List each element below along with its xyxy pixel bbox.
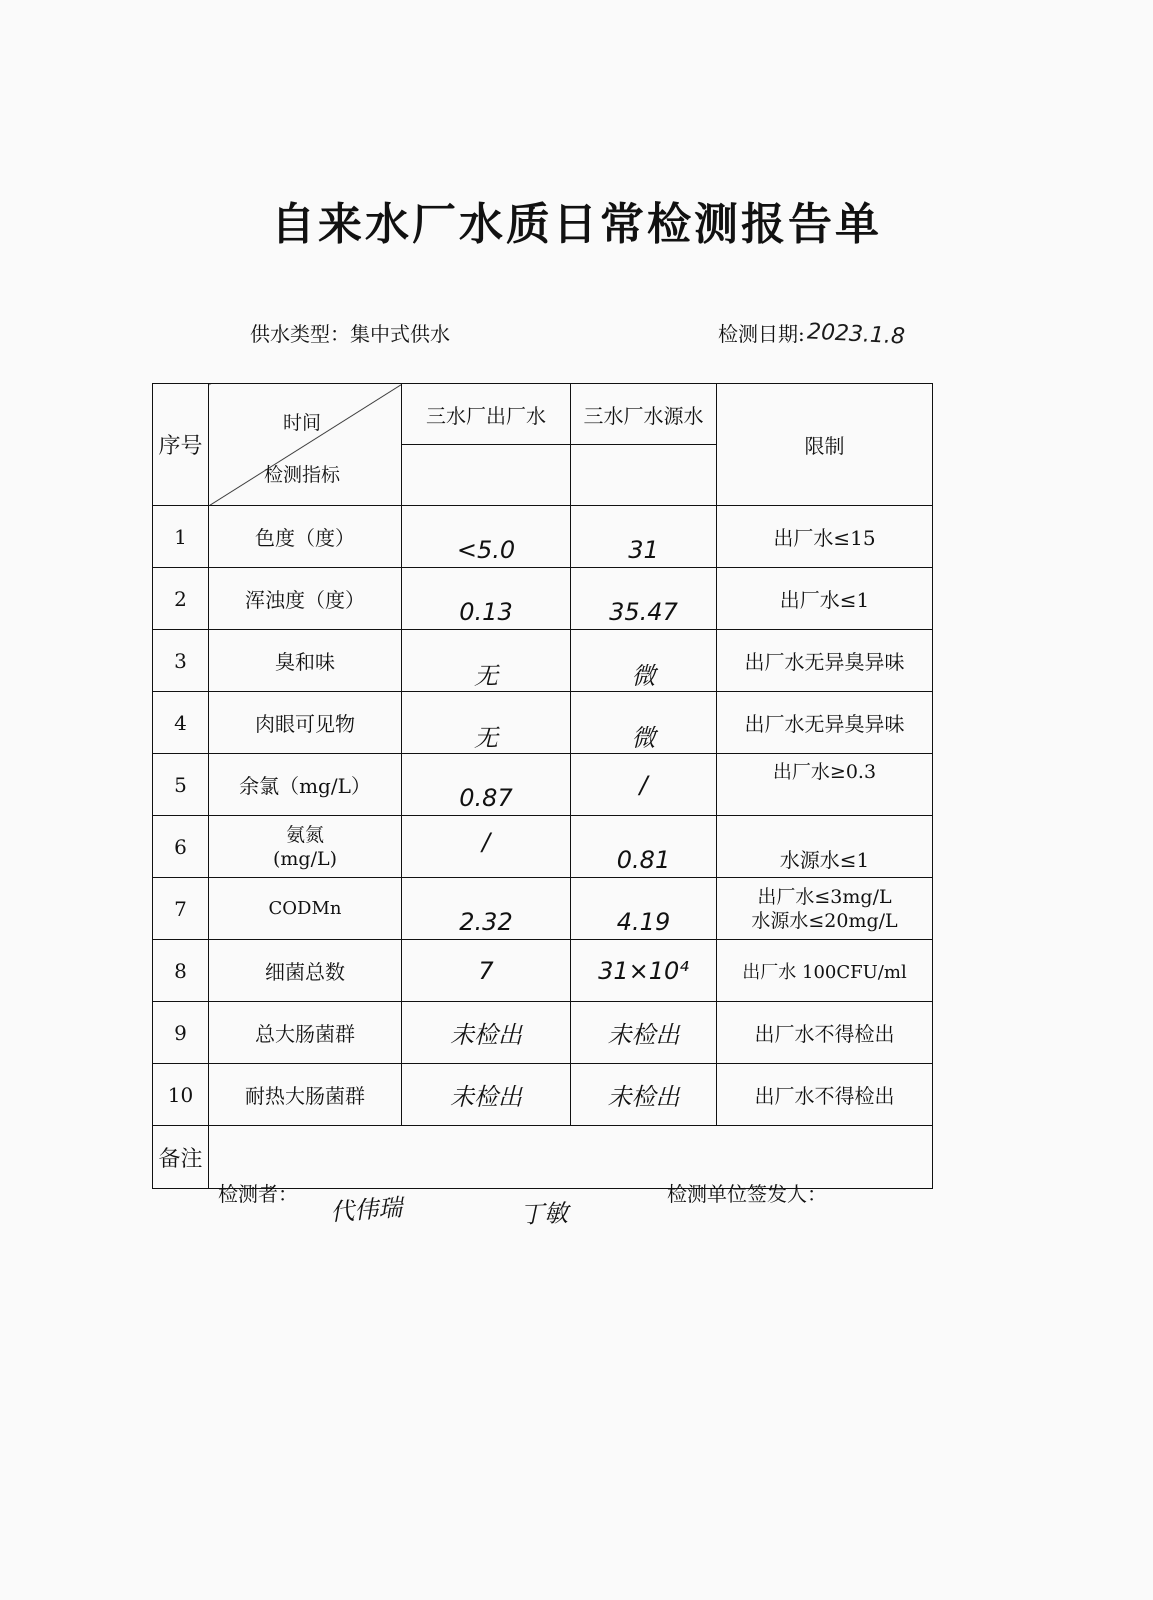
outlet-value: 未检出 <box>402 1002 571 1064</box>
outlet-value: <5.0 <box>402 506 571 568</box>
time-header: 时间 <box>283 412 322 434</box>
row-number: 5 <box>153 754 209 816</box>
source-value: 未检出 <box>571 1064 717 1126</box>
source-value: 35.47 <box>571 568 717 630</box>
remarks-label: 备注 <box>153 1126 209 1189</box>
indicator-name: CODMn <box>209 878 402 940</box>
indicator-name <box>209 816 402 878</box>
indicator-name-line1: 氨氮 <box>285 823 324 846</box>
plant-source-time-cell <box>571 445 717 506</box>
source-value: 31 <box>571 506 717 568</box>
row-number: 6 <box>153 816 209 878</box>
limit-line1: 出厂水≤3mg/L <box>757 885 892 908</box>
limit-value: 出厂水无异臭异味 <box>717 630 933 692</box>
source-value: 0.81 <box>571 816 717 878</box>
row-number: 8 <box>153 940 209 1002</box>
source-value: 4.19 <box>571 878 717 940</box>
indicator-name: 细菌总数 <box>209 940 402 1002</box>
table-row <box>153 1002 933 1064</box>
source-value: 微 <box>571 630 717 692</box>
plant-outlet-header: 三水厂出厂水 <box>402 384 571 445</box>
limit-line2: 水源水≤20mg/L <box>751 909 898 932</box>
page-title: 自来水厂水质日常检测报告单 <box>271 199 882 250</box>
test-date-value: 2023.1.8 <box>806 319 906 350</box>
issuer-label: 检测单位签发人： <box>667 1182 827 1206</box>
limit-value: 出厂水 100CFU/ml <box>717 940 933 1002</box>
table-header-row <box>153 384 933 445</box>
supply-type-label: 供水类型： <box>250 322 350 346</box>
row-number: 1 <box>153 506 209 568</box>
outlet-value: 无 <box>402 630 571 692</box>
supply-type <box>250 318 450 347</box>
supply-type-value: 集中式供水 <box>350 322 450 346</box>
table-row <box>153 692 933 754</box>
indicator-header: 检测指标 <box>264 464 341 486</box>
row-number: 10 <box>153 1064 209 1126</box>
table-row <box>153 816 933 878</box>
report-table <box>152 383 933 1189</box>
limit-value: 水源水≤1 <box>717 816 933 878</box>
source-value: 微 <box>571 692 717 754</box>
diagonal-header-cell <box>209 384 402 506</box>
limit-value: 出厂水≤15 <box>717 506 933 568</box>
limit-header: 限制 <box>717 384 933 506</box>
limit-value: 出厂水无异臭异味 <box>717 692 933 754</box>
limit-value <box>717 878 933 940</box>
table-row <box>153 754 933 816</box>
table-row <box>153 506 933 568</box>
outlet-value: 0.13 <box>402 568 571 630</box>
tester-label: 检测者： <box>218 1182 298 1206</box>
row-number: 9 <box>153 1002 209 1064</box>
table-row <box>153 878 933 940</box>
row-number: 2 <box>153 568 209 630</box>
outlet-value: 0.87 <box>402 754 571 816</box>
outlet-value: 7 <box>402 940 571 1002</box>
indicator-name: 臭和味 <box>209 630 402 692</box>
table-row <box>153 940 933 1002</box>
indicator-name: 总大肠菌群 <box>209 1002 402 1064</box>
table-row <box>153 568 933 630</box>
row-number: 4 <box>153 692 209 754</box>
row-number: 7 <box>153 878 209 940</box>
indicator-name: 耐热大肠菌群 <box>209 1064 402 1126</box>
second-signature: 丁敏 <box>519 1199 569 1229</box>
test-date-label: 检测日期: <box>718 322 805 346</box>
indicator-name: 余氯（mg/L） <box>209 754 402 816</box>
table-row <box>153 630 933 692</box>
table-row <box>153 1064 933 1126</box>
tester-signature: 代伟瑞 <box>329 1193 404 1227</box>
source-value: 31×10⁴ <box>571 940 717 1002</box>
limit-value: 出厂水不得检出 <box>717 1002 933 1064</box>
row-number: 3 <box>153 630 209 692</box>
limit-value: 出厂水≤1 <box>717 568 933 630</box>
plant-outlet-time-cell <box>402 445 571 506</box>
source-value: 未检出 <box>571 1002 717 1064</box>
limit-value: 出厂水不得检出 <box>717 1064 933 1126</box>
seq-header: 序号 <box>153 384 209 506</box>
indicator-name: 浑浊度（度） <box>209 568 402 630</box>
indicator-name-line2: (mg/L) <box>272 847 338 870</box>
plant-source-header: 三水厂水源水 <box>571 384 717 445</box>
outlet-value: / <box>402 816 571 878</box>
test-date <box>718 318 906 350</box>
indicator-name: 色度（度） <box>209 506 402 568</box>
outlet-value: 2.32 <box>402 878 571 940</box>
limit-value: 出厂水≥0.3 <box>717 754 933 816</box>
indicator-name: 肉眼可见物 <box>209 692 402 754</box>
outlet-value: 无 <box>402 692 571 754</box>
source-value: / <box>571 754 717 816</box>
outlet-value: 未检出 <box>402 1064 571 1126</box>
